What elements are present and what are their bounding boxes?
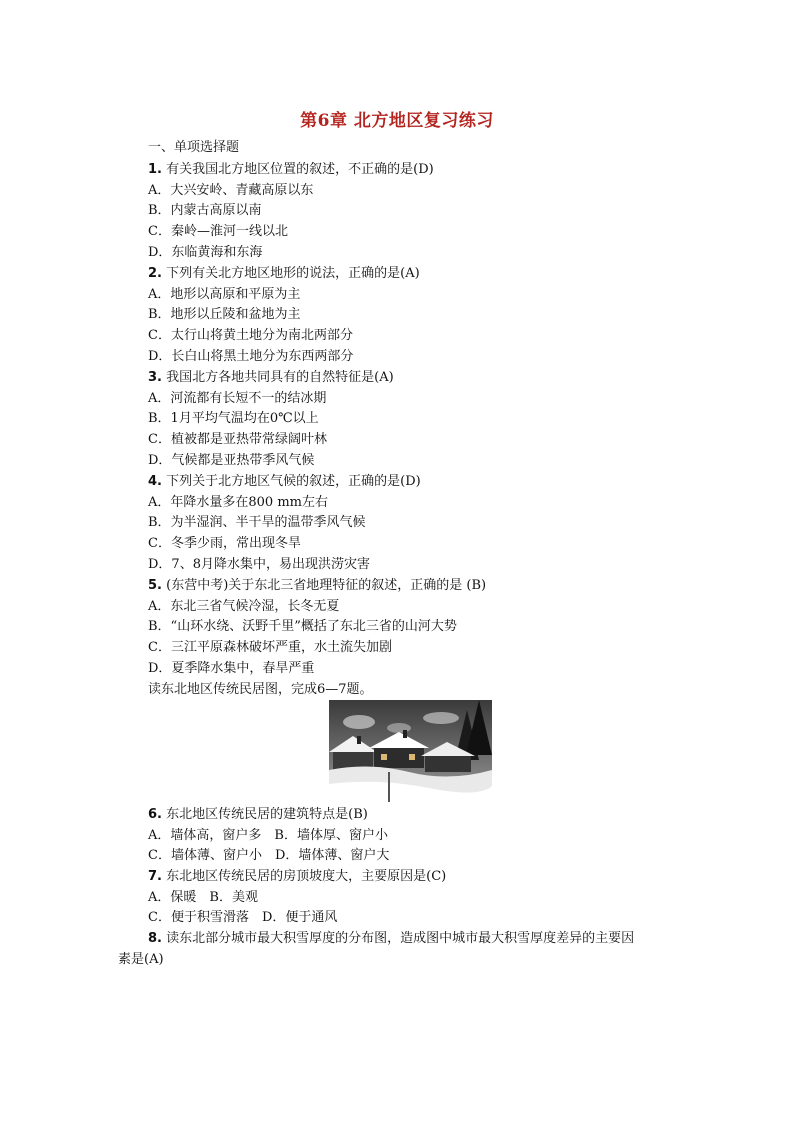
- option: C．秦岭—淮河一线以北: [148, 224, 288, 239]
- option: D．夏季降水集中，春旱严重: [148, 661, 315, 676]
- option: A．年降水量多在800 mm左右: [148, 495, 328, 510]
- option: C．冬季少雨，常出现冬旱: [148, 536, 301, 551]
- option: B．1月平均气温均在0℃以上: [148, 411, 319, 426]
- option: C．便于积雪滑落 D．便于通风: [148, 910, 338, 925]
- option: B．地形以丘陵和盆地为主: [148, 307, 301, 322]
- reading-prompt: 读东北地区传统民居图，完成6—7题。: [148, 682, 373, 697]
- page-title: 第6章 北方地区复习练习: [300, 111, 494, 131]
- snow-village-image: [329, 700, 492, 802]
- option: B．内蒙古高原以南: [148, 203, 262, 218]
- option: D．长白山将黑土地分为东西两部分: [148, 349, 354, 364]
- option: D．东临黄海和东海: [148, 245, 263, 260]
- option: C．太行山将黄土地分为南北两部分: [148, 328, 353, 343]
- question-3: 3. 我国北方各地共同具有的自然特征是(A): [148, 370, 394, 385]
- option: C．墙体薄、窗户小 D．墙体薄、窗户大: [148, 848, 390, 863]
- question-8: 8. 读东北部分城市最大积雪厚度的分布图，造成图中城市最大积雪厚度差异的主要因: [148, 931, 635, 946]
- option: C．植被都是亚热带常绿阔叶林: [148, 432, 327, 447]
- traditional-dwelling-photo: [329, 700, 492, 802]
- option: A．保暖 B．美观: [148, 890, 258, 905]
- option: A．墙体高，窗户多 B．墙体厚、窗户小: [148, 828, 388, 843]
- option: A．东北三省气候冷湿，长冬无夏: [148, 599, 340, 614]
- option: A．地形以高原和平原为主: [148, 287, 301, 302]
- question-2: 2. 下列有关北方地区地形的说法，正确的是(A): [148, 266, 420, 281]
- option: A．河流都有长短不一的结冰期: [148, 391, 327, 406]
- option: A．大兴安岭、青藏高原以东: [148, 183, 314, 198]
- question-5: 5. (东营中考)关于东北三省地理特征的叙述，正确的是 (B): [148, 578, 487, 593]
- option: B．为半湿润、半干旱的温带季风气候: [148, 515, 366, 530]
- option: D．7、8月降水集中，易出现洪涝灾害: [148, 557, 370, 572]
- option: B．“山环水绕、沃野千里”概括了东北三省的山河大势: [148, 619, 457, 634]
- option: D．气候都是亚热带季风气候: [148, 453, 315, 468]
- option: C．三江平原森林破坏严重，水土流失加剧: [148, 640, 392, 655]
- question-1: 1. 有关我国北方地区位置的叙述，不正确的是(D): [148, 162, 434, 177]
- question-8-continued: 素是(A): [118, 952, 164, 967]
- question-6: 6. 东北地区传统民居的建筑特点是(B): [148, 807, 368, 822]
- question-7: 7. 东北地区传统民居的房顶坡度大，主要原因是(C): [148, 869, 447, 884]
- section-heading: 一、单项选择题: [148, 140, 240, 155]
- question-4: 4. 下列关于北方地区气候的叙述，正确的是(D): [148, 474, 421, 489]
